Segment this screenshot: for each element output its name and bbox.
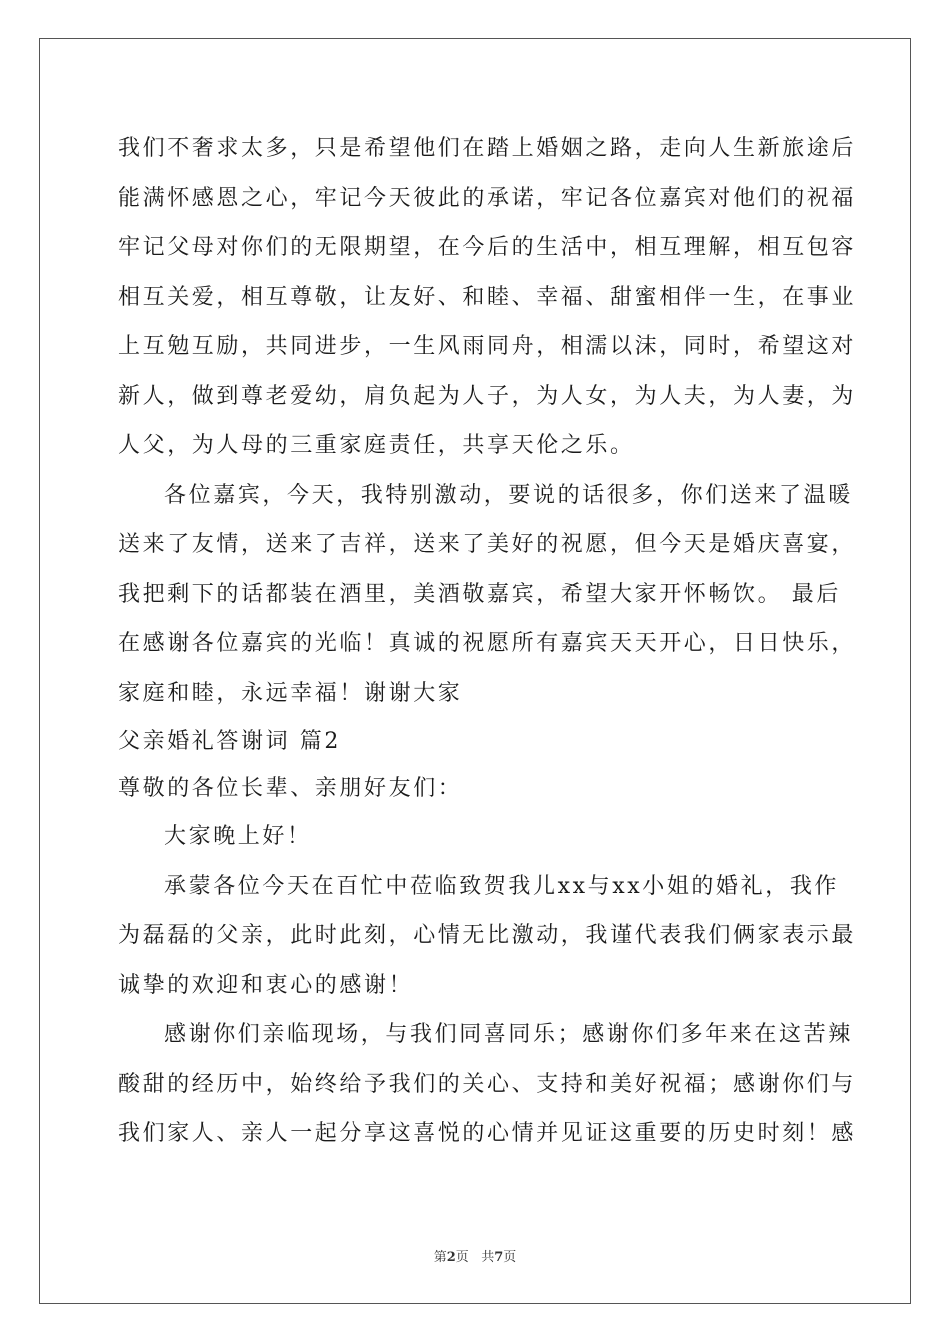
text-line: 能满怀感恩之心，牢记今天彼此的承诺，牢记各位嘉宾对他们的祝福 <box>118 185 857 211</box>
page-number: 2 <box>446 1250 456 1265</box>
text-line: 感谢你们亲临现场，与我们同喜同乐；感谢你们多年来在这苦辣 <box>164 1022 853 1047</box>
text-line: 我们家人、亲人一起分享这喜悦的心情并见证这重要的历史时刻！感 <box>118 1121 857 1146</box>
page-suffix: 页 <box>455 1250 469 1265</box>
text-line: 诚挚的欢迎和衷心的感谢！ <box>118 972 414 998</box>
text-line: 为磊磊的父亲，此时此刻，心情无比激动，我谨代表我们俩家表示最 <box>118 923 857 948</box>
text-line: 酸甜的经历中，始终给予我们的关心、支持和美好祝福；感谢你们与 <box>118 1071 857 1097</box>
text-line: 相互关爱，相互尊敬，让友好、和睦、幸福、甜蜜相伴一生，在事业 <box>118 284 857 310</box>
text-line: 送来了友情，送来了吉祥，送来了美好的祝愿，但今天是婚庆喜宴， <box>118 532 857 557</box>
greeting: 大家晚上好！ <box>164 824 312 849</box>
text-line: 新人，做到尊老爱幼，肩负起为人子，为人女，为人夫，为人妻，为 <box>118 383 857 409</box>
text-line: 人父，为人母的三重家庭责任，共享天伦之乐。 <box>118 433 635 458</box>
salutation: 尊敬的各位长辈、亲朋好友们： <box>118 776 463 801</box>
text-line: 我把剩下的话都装在酒里，美酒敬嘉宾，希望大家开怀畅饮。 最后 <box>118 581 841 607</box>
section-title: 父亲婚礼答谢词 篇2 <box>118 729 341 754</box>
text-line: 承蒙各位今天在百忙中莅临致贺我儿xx与xx小姐的婚礼，我作 <box>164 873 840 899</box>
document-body <box>118 124 857 1159</box>
total-suffix: 页 <box>503 1250 517 1265</box>
text-line: 各位嘉宾，今天，我特别激动，要说的话很多，你们送来了温暖 <box>164 482 853 508</box>
text-line: 家庭和睦，永远幸福！谢谢大家 <box>118 680 463 706</box>
total-pages: 7 <box>494 1250 504 1265</box>
text-line: 在感谢各位嘉宾的光临！真诚的祝愿所有嘉宾天天开心，日日快乐， <box>118 631 857 656</box>
text-line: 牢记父母对你们的无限期望，在今后的生活中，相互理解，相互包容 <box>118 235 857 260</box>
page-prefix: 第 <box>433 1250 447 1265</box>
total-prefix: 共 <box>481 1250 495 1265</box>
text-line: 上互勉互励，共同进步，一生风雨同舟，相濡以沫，同时，希望这对 <box>118 334 857 359</box>
text-line: 我们不奢求太多，只是希望他们在踏上婚姻之路，走向人生新旅途后 <box>118 136 857 161</box>
page-footer <box>0 1246 950 1265</box>
